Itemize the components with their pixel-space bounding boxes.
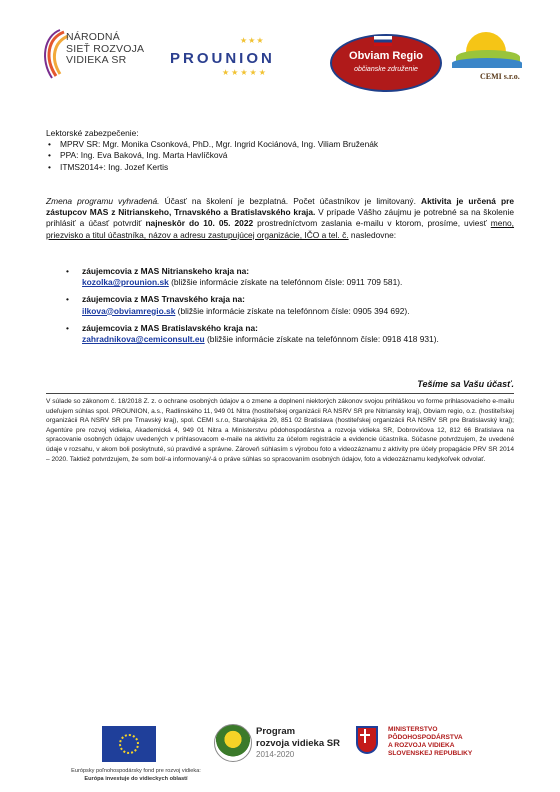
prv-line-3: 2014-2020 xyxy=(256,750,295,759)
ministry-line-4: SLOVENSKEJ REPUBLIKY xyxy=(388,750,473,757)
eu-stars-ring-icon xyxy=(119,734,139,754)
eu-stars-icon: ★★★★★ xyxy=(222,68,268,77)
closing-line: Tešíme sa Vašu účasť. xyxy=(417,379,514,389)
contact-item-nitra xyxy=(66,266,506,288)
slovak-coat-of-arms-icon xyxy=(356,726,378,754)
prv-logo xyxy=(214,724,354,768)
prv-emblem-icon xyxy=(214,724,252,762)
ministry-line-3: A ROZVOJA VIDIEKA xyxy=(388,742,455,749)
nsrv-line-3: VIDIEKA SR xyxy=(66,54,127,66)
obviam-regio-logo xyxy=(330,34,442,90)
nsrv-logo xyxy=(42,24,152,84)
contact-heading: záujemcovia z MAS Trnavského kraja na: xyxy=(82,294,245,305)
intro-text-d: nasledovne: xyxy=(348,229,397,240)
deadline: najneskôr do 10. 05. 2022 xyxy=(145,218,254,229)
contact-info: (bližšie informácie získate na telefónnom čísle: 0911 709 581). xyxy=(168,277,403,288)
lector-item: • ITMS2014+: Ing. Jozef Kertis xyxy=(46,162,514,173)
email-link-trnava[interactable]: ilkova@obviamregio.sk xyxy=(82,305,176,316)
lector-title: Lektorské zabezpečenie: xyxy=(46,128,139,138)
cemi-name: CEMI s.r.o. xyxy=(480,72,520,81)
intro-text-b: V prípade Vášho záujmu je potrebné sa na školenie prihlásiť a účasť potvrdiť xyxy=(46,207,514,229)
lector-item: • PPA: Ing. Eva Baková, Ing. Marta Havlíčková xyxy=(46,150,514,161)
required-info: meno, priezvisko a titul účastníka, názov a adresu zastupujúcej organizácie, IČO a tel. č. xyxy=(46,218,515,240)
registration-paragraph xyxy=(46,196,514,241)
eu-fund-line-1: Európsky poľnohospodársky fond pre rozvoj vidieka: xyxy=(71,768,201,774)
intro-text-c: prostredníctvom zaslania e-mailu v ktorom, prosíme, uviesť xyxy=(253,218,491,229)
divider xyxy=(46,393,514,394)
prounion-wordmark: PROUNION xyxy=(170,50,275,67)
target-audience: Aktivita je určená pre zástupcov MAS z Nitrianskeho, Trnavského a Bratislavského kraja. xyxy=(46,196,514,218)
cemi-logo xyxy=(452,30,524,90)
ministry-logo xyxy=(356,726,506,770)
contact-heading: záujemcovia z MAS Bratislavského kraja na: xyxy=(82,322,258,333)
lector-item: • MPRV SR: Mgr. Monika Csonková, PhD., Mgr. Ingrid Kociánová, Ing. Viliam Bruženák xyxy=(46,139,514,150)
regio-name: Obviam Regio xyxy=(349,50,423,62)
contact-info: (bližšie informácie získate na telefónnom čísle: 0905 394 692). xyxy=(175,305,410,316)
prounion-logo xyxy=(170,36,300,82)
ministry-line-1: MINISTERSTVO xyxy=(388,726,438,733)
contact-info: (bližšie informácie získate na telefónnom čísle: 0918 418 931). xyxy=(204,334,439,345)
ministry-line-2: PÔDOHOSPODÁRSTVA xyxy=(388,734,463,741)
lector-section xyxy=(46,128,514,173)
program-change-note: Zmena programu vyhradená. xyxy=(46,196,160,206)
wave-icon xyxy=(452,58,522,68)
email-link-bratislava[interactable]: zahradnikova@cemiconsult.eu xyxy=(82,334,205,345)
contact-item-trnava xyxy=(66,294,506,316)
nsrv-logo-text xyxy=(66,32,144,67)
ministry-name xyxy=(388,726,472,758)
prv-line-1: Program xyxy=(256,726,296,737)
eu-stars-icon: ★★★ xyxy=(240,36,265,45)
bullet-icon: • xyxy=(66,322,69,333)
eu-fund-line-2: Európa investuje do vidieckych oblastí xyxy=(84,776,188,782)
intro-text-a: Účasť na školení je bezplatná. Počet účastníkov je limitovaný. xyxy=(159,196,422,206)
contact-heading: záujemcovia z MAS Nitrianskeho kraja na: xyxy=(82,266,250,276)
nsrv-line-2: SIEŤ ROZVOJA xyxy=(66,42,145,55)
slovak-flag-icon xyxy=(374,36,392,46)
prv-line-2: rozvoja vidieka SR xyxy=(256,738,340,749)
bullet-icon: • xyxy=(66,294,69,305)
regio-subtitle: občianske združenie xyxy=(354,66,418,73)
bullet-icon: • xyxy=(66,266,69,276)
email-link-nitra[interactable]: kozolka@prounion.sk xyxy=(82,277,169,288)
lector-list xyxy=(46,139,514,173)
contact-list xyxy=(66,266,506,351)
cross-icon xyxy=(364,729,366,743)
gdpr-notice: V súlade so zákonom č. 18/2018 Z. z. o ochrane osobných údajov a o zmene a doplnení niektorých zákonov svojou prihláškou vo forme prihlasovacieho e-mailu udeľujem súhlas spol. PROUNION, a.s., Radlinského 11, 949 01 Nitra (hostiteľskej organizácii RA NSRV SR pre Nitriansky kraj), Obviam regio, o.z. (hostiteľskej organizácii RA NSRV SR pre Trnavský kraj), spol. CEMI s.r.o, Starohájska 29, 851 02 Bratislava (hostiteľskej organizácii RA NSRV SR pre Bratislavský kraj); Agentúre pre rozvoj vidieka, Akademická 4, 949 01 Nitra a Ministerstvu pôdohospodárstva a rozvoja vidieka SR, Dobrovičova 12, 812 66 Bratislava na spracovanie osobných údajov uvedených v prihlasovacom e-maile na aktivitu za účelom registrácie a evidencie účastníka. Súčasne potvrdzujem, že uvedené údaje v rozsahu, v akom boli poskytnuté, sú pravdivé a správne. Zároveň súhlasím s výrobou foto a videozáznamu z aktivity pre účely propagácie PRV SR 2014 – 2020. Taktiež potvrdzujem, že som bol/-a informovaný/-á o práve súhlas so spracovaním osobných údajov, foto a videozáznamu kedykoľvek odvolať. xyxy=(46,398,514,463)
nsrv-line-1: NÁRODNÁ xyxy=(66,31,120,43)
contact-item-bratislava xyxy=(66,323,506,345)
cross-icon xyxy=(360,734,370,736)
